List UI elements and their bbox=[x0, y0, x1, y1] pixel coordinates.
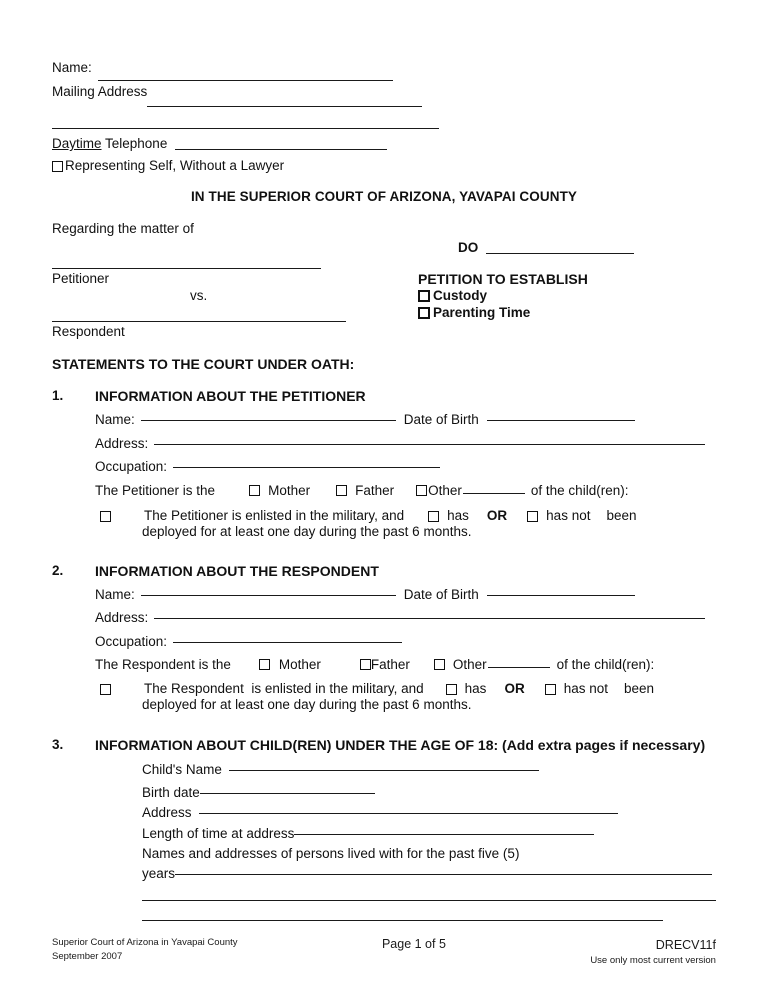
footer-form-id: DRECV11f bbox=[655, 938, 716, 952]
footer-date: September 2007 bbox=[52, 950, 123, 962]
petitioner-role-row bbox=[95, 483, 628, 498]
petitioner-name-input-line[interactable] bbox=[141, 420, 396, 421]
name-input-line[interactable] bbox=[98, 80, 393, 81]
caption-left-column bbox=[52, 221, 392, 236]
respondent-military-been-label: been bbox=[623, 681, 655, 696]
respondent-occupation-row bbox=[95, 634, 402, 649]
persons-lived-with-label-line1: Names and addresses of persons lived with for the past five (5) bbox=[142, 846, 520, 861]
child-address-row bbox=[142, 805, 618, 820]
respondent-occupation-input-line[interactable] bbox=[173, 642, 402, 643]
petitioner-address-input-line[interactable] bbox=[154, 444, 705, 445]
representing-self-row[interactable] bbox=[52, 158, 284, 175]
petition-option-parenting-time[interactable] bbox=[418, 305, 530, 322]
petitioner-mother-checkbox[interactable] bbox=[249, 485, 260, 496]
mailing-address-label: Mailing Address bbox=[52, 84, 148, 99]
custody-checkbox[interactable] bbox=[418, 290, 430, 302]
petitioner-other-input-line[interactable] bbox=[463, 493, 525, 494]
footer-version-note: Use only most current version bbox=[590, 955, 716, 967]
petition-option-custody[interactable] bbox=[418, 288, 487, 305]
respondent-dob-label: Date of Birth bbox=[403, 587, 479, 602]
child-length-at-address-row bbox=[142, 826, 594, 841]
parenting-time-checkbox[interactable] bbox=[418, 307, 430, 319]
petitioner-occupation-row bbox=[95, 459, 440, 474]
respondent-label: Respondent bbox=[52, 324, 125, 339]
case-number-row bbox=[458, 240, 634, 257]
respondent-mother-label: Mother bbox=[278, 657, 321, 672]
persons-lived-with-label-line2: years bbox=[142, 866, 176, 881]
name-field-row bbox=[52, 60, 472, 84]
respondent-military-has-checkbox[interactable] bbox=[446, 684, 457, 695]
respondent-role-suffix: of the child(ren): bbox=[556, 657, 655, 672]
page-footer bbox=[52, 936, 716, 968]
daytime-telephone-input-line[interactable] bbox=[175, 149, 387, 150]
respondent-military-has-not-checkbox[interactable] bbox=[545, 684, 556, 695]
respondent-other-label: Other bbox=[452, 657, 487, 672]
respondent-military-text: The Respondent is enlisted in the military, and bbox=[144, 681, 424, 696]
persons-lived-with-input-line-3[interactable] bbox=[142, 920, 663, 921]
respondent-military-has-label: has bbox=[464, 681, 487, 696]
case-number-input-line[interactable] bbox=[486, 253, 634, 254]
respondent-name-input-line[interactable] bbox=[141, 595, 396, 596]
respondent-military-has-not-label: has not bbox=[563, 681, 608, 696]
respondent-address-label: Address: bbox=[95, 610, 149, 625]
child-length-at-address-input-line[interactable] bbox=[294, 834, 594, 835]
respondent-father-label: Father bbox=[370, 657, 410, 672]
name-label: Name: bbox=[52, 60, 92, 75]
respondent-military-checkbox[interactable] bbox=[100, 684, 111, 695]
respondent-military-or-label: OR bbox=[504, 681, 525, 696]
child-name-label: Child's Name bbox=[142, 762, 222, 777]
daytime-telephone-row bbox=[52, 136, 472, 153]
statements-heading: STATEMENTS TO THE COURT UNDER OATH: bbox=[52, 356, 355, 372]
child-address-input-line[interactable] bbox=[199, 813, 618, 814]
petitioner-name-label: Name: bbox=[95, 412, 135, 427]
petitioner-address-label: Address: bbox=[95, 436, 149, 451]
section-2-heading: INFORMATION ABOUT THE RESPONDENT bbox=[95, 563, 379, 579]
respondent-role-prefix: The Respondent is the bbox=[95, 657, 231, 672]
child-length-at-address-label: Length of time at address bbox=[142, 826, 295, 841]
petitioner-military-second-line: deployed for at least one day during the past 6 months. bbox=[142, 524, 472, 539]
respondent-role-row bbox=[95, 657, 654, 672]
representing-self-checkbox[interactable] bbox=[52, 161, 63, 172]
regarding-matter-label: Regarding the matter of bbox=[52, 221, 194, 236]
child-birth-date-row bbox=[142, 785, 375, 800]
footer-page-number: Page 1 of 5 bbox=[381, 937, 446, 951]
petitioner-military-row bbox=[100, 508, 637, 523]
respondent-name-label: Name: bbox=[95, 587, 135, 602]
petition-title: PETITION TO ESTABLISH bbox=[418, 271, 588, 287]
custody-label: Custody bbox=[433, 288, 487, 303]
petitioner-military-or-label: OR bbox=[486, 508, 508, 523]
section-3-heading: INFORMATION ABOUT CHILD(REN) UNDER THE AGE OF 18: (Add extra pages if necessary) bbox=[95, 737, 706, 753]
footer-right bbox=[590, 936, 716, 968]
parenting-time-label: Parenting Time bbox=[433, 305, 531, 320]
child-name-row bbox=[142, 762, 539, 777]
petitioner-role-suffix: of the child(ren): bbox=[530, 483, 629, 498]
petitioner-occupation-input-line[interactable] bbox=[173, 467, 440, 468]
petitioner-occupation-label: Occupation: bbox=[95, 459, 168, 474]
petitioner-military-text: The Petitioner is enlisted in the military, and bbox=[144, 508, 405, 523]
respondent-father-checkbox[interactable] bbox=[360, 659, 371, 670]
petitioner-dob-input-line[interactable] bbox=[487, 420, 635, 421]
court-title: IN THE SUPERIOR COURT OF ARIZONA, YAVAPAI COUNTY bbox=[190, 189, 578, 204]
representing-self-label: Representing Self, Without a Lawyer bbox=[65, 158, 285, 173]
persons-lived-with-input-line-2[interactable] bbox=[142, 900, 716, 901]
petitioner-address-row bbox=[95, 436, 705, 451]
mailing-address-input-line[interactable] bbox=[147, 106, 422, 107]
petitioner-military-checkbox[interactable] bbox=[100, 511, 111, 522]
petitioner-role-prefix: The Petitioner is the bbox=[95, 483, 216, 498]
petitioner-dob-label: Date of Birth bbox=[403, 412, 479, 427]
respondent-name-line[interactable] bbox=[52, 321, 346, 322]
respondent-mother-checkbox[interactable] bbox=[259, 659, 270, 670]
party-info-block bbox=[52, 60, 472, 110]
child-birth-date-input-line[interactable] bbox=[200, 793, 375, 794]
footer-left bbox=[52, 936, 238, 964]
respondent-military-row bbox=[100, 681, 654, 696]
mailing-address-field-row bbox=[52, 84, 472, 110]
child-name-input-line[interactable] bbox=[229, 770, 539, 771]
daytime-telephone-label-rest: Telephone bbox=[101, 136, 168, 151]
vs-label: vs. bbox=[190, 288, 208, 303]
petitioner-military-been-label: been bbox=[606, 508, 637, 523]
section-3-number: 3. bbox=[52, 737, 64, 752]
respondent-other-input-line[interactable] bbox=[488, 667, 550, 668]
petitioner-name-dob-row bbox=[95, 412, 635, 427]
section-1-number: 1. bbox=[52, 388, 64, 403]
respondent-other-checkbox[interactable] bbox=[434, 659, 445, 670]
petitioner-military-has-not-label: has not bbox=[546, 508, 591, 523]
petitioner-other-label: Other bbox=[428, 483, 462, 498]
child-birth-date-label: Birth date bbox=[142, 785, 200, 800]
petitioner-other-checkbox[interactable] bbox=[416, 485, 427, 496]
persons-lived-with-row bbox=[142, 866, 712, 881]
respondent-name-dob-row bbox=[95, 587, 635, 602]
petitioner-father-label: Father bbox=[355, 483, 395, 498]
petitioner-father-checkbox[interactable] bbox=[336, 485, 347, 496]
respondent-military-second-line: deployed for at least one day during the past 6 months. bbox=[142, 697, 472, 712]
respondent-address-input-line[interactable] bbox=[154, 618, 705, 619]
daytime-telephone-label-underlined: Daytime bbox=[52, 136, 102, 151]
respondent-occupation-label: Occupation: bbox=[95, 634, 168, 649]
respondent-address-row bbox=[95, 610, 705, 625]
mailing-address-continuation-line[interactable] bbox=[52, 128, 439, 129]
petitioner-military-has-checkbox[interactable] bbox=[428, 511, 439, 522]
petitioner-military-has-label: has bbox=[447, 508, 469, 523]
child-address-label: Address bbox=[142, 805, 192, 820]
respondent-dob-input-line[interactable] bbox=[487, 595, 635, 596]
petitioner-label: Petitioner bbox=[52, 271, 110, 286]
petitioner-military-has-not-checkbox[interactable] bbox=[527, 511, 538, 522]
persons-lived-with-input-line-1[interactable] bbox=[175, 874, 712, 875]
section-1-heading: INFORMATION ABOUT THE PETITIONER bbox=[95, 388, 366, 404]
petitioner-mother-label: Mother bbox=[268, 483, 311, 498]
footer-court-name: Superior Court of Arizona in Yavapai County bbox=[52, 937, 238, 948]
case-number-label: DO bbox=[458, 240, 479, 255]
petitioner-name-line[interactable] bbox=[52, 268, 321, 269]
section-2-number: 2. bbox=[52, 563, 64, 578]
